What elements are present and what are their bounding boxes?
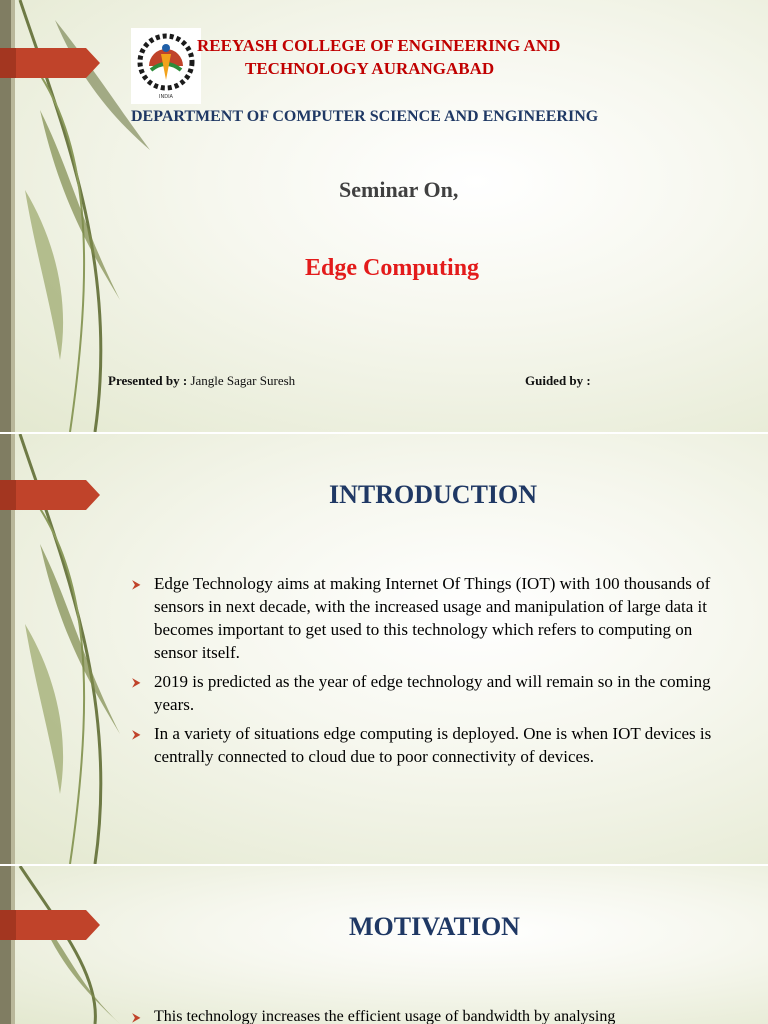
department-title: DEPARTMENT OF COMPUTER SCIENCE AND ENGINEERING bbox=[131, 108, 599, 125]
presented-by bbox=[108, 373, 295, 389]
college-name-line1: REEYASH COLLEGE OF ENGINEERING AND bbox=[197, 36, 561, 55]
slide-heading: MOTIVATION bbox=[349, 912, 520, 941]
bullet-arrow-icon: ⮞ bbox=[132, 577, 141, 591]
bullet-list bbox=[132, 572, 732, 774]
college-name-line2: TECHNOLOGY AURANGABAD bbox=[245, 59, 495, 78]
list-item: ⮞ Edge Technology aims at making Internet Of Things (IOT) with 100 thousands of sensors in next decade, with the increased usage and manipulation of large data it becomes important to get used to this technology which refers to computing on sensor itself. bbox=[132, 574, 711, 662]
bullet-list bbox=[132, 1005, 732, 1024]
decorative-swirl-icon bbox=[0, 866, 160, 1024]
accent-arrow-tab bbox=[0, 910, 100, 940]
slide-heading: INTRODUCTION bbox=[329, 480, 538, 509]
bullet-arrow-icon: ⮞ bbox=[132, 675, 141, 689]
accent-arrow-tab bbox=[0, 48, 100, 78]
list-item: ⮞ This technology increases the efficient usage of bandwidth by analysing bbox=[132, 1005, 732, 1024]
seminar-label: Seminar On, bbox=[339, 177, 459, 202]
list-item: ⮞ In a variety of situations edge computing is deployed. One is when IOT devices is centrally connected to cloud due to poor connectivity of devices. bbox=[132, 724, 712, 766]
presented-label: Presented by : bbox=[108, 373, 191, 388]
guided-by-label: Guided by : bbox=[525, 373, 591, 388]
bullet-arrow-icon: ⮞ bbox=[132, 727, 141, 741]
slide-title bbox=[0, 0, 768, 432]
slide-motivation bbox=[0, 866, 768, 1024]
accent-arrow-tab bbox=[0, 480, 100, 510]
presenter-name: Jangle Sagar Suresh bbox=[190, 373, 296, 388]
college-logo bbox=[131, 28, 201, 104]
bullet-arrow-icon: ⮞ bbox=[132, 1010, 141, 1024]
seminar-topic: Edge Computing bbox=[305, 255, 480, 281]
list-item: ⮞ 2019 is predicted as the year of edge technology and will remain so in the coming years. bbox=[132, 672, 711, 714]
slide-introduction bbox=[0, 434, 768, 864]
svg-text:INDIA: INDIA bbox=[159, 94, 173, 100]
